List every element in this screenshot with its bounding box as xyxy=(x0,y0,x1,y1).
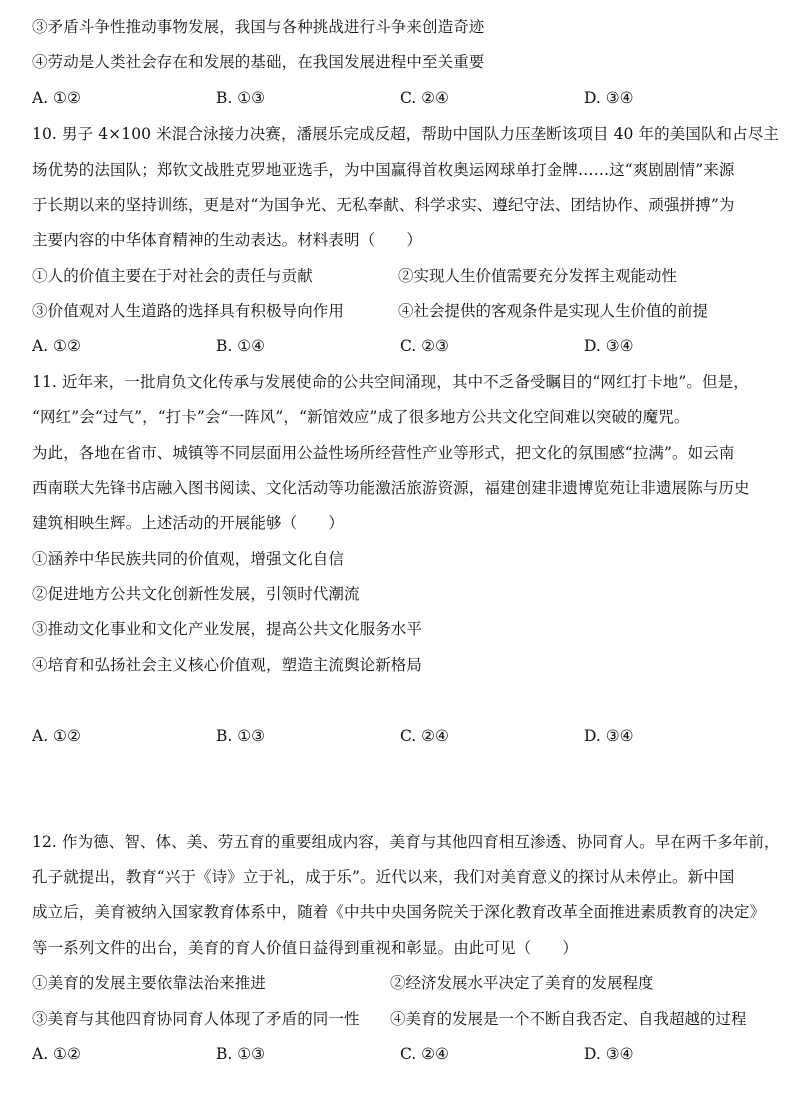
q10-stem-line-2: 场优势的法国队；郑钦文战胜克罗地亚选手，为中国赢得首枚奥运网球单打金牌……这“爽剧剧情”来源 xyxy=(32,161,735,179)
q11-statement-2: ②促进地方公共文化创新性发展，引领时代潮流 xyxy=(32,585,360,603)
q12-option-c: C. ②④ xyxy=(400,1045,449,1063)
q11-stem-line-5: 建筑相映生辉。上述活动的开展能够（ ） xyxy=(32,514,345,532)
prev-option-d: D. ③④ xyxy=(584,89,634,107)
prev-option-c: C. ②④ xyxy=(400,89,449,107)
q12-stem-line-2: 孔子就提出，教育“兴于《诗》立于礼，成于乐”。近代以来，我们对美育意义的探讨从未停止。新中国 xyxy=(32,868,735,886)
q11-stem-line-2: “网红”会“过气”，“打卡”会“一阵风”，“新馆效应”成了很多地方公共文化空间难以突破的魔咒。 xyxy=(32,408,690,426)
q10-stem-line-4: 主要内容的中华体育精神的生动表达。材料表明（ ） xyxy=(32,231,423,249)
q11-stem-line-3: 为此，各地在省市、城镇等不同层面用公益性场所经营性产业等形式，把文化的氛围感“拉满”。如云南 xyxy=(32,444,735,462)
q10-statement-2: ②实现人生价值需要充分发挥主观能动性 xyxy=(398,267,678,285)
q11-statement-3: ③推动文化事业和文化产业发展，提高公共文化服务水平 xyxy=(32,620,423,638)
q12-option-a: A. ①② xyxy=(32,1045,81,1063)
q10-option-d: D. ③④ xyxy=(584,337,634,355)
q11-stem-line-4: 西南联大先锋书店融入图书阅读、文化活动等功能激活旅游资源，福建创建非遗博览苑让非遗展陈与历史 xyxy=(32,479,750,497)
q12-statement-1: ①美育的发展主要依靠法治来推进 xyxy=(32,974,267,992)
prev-option-a: A. ①② xyxy=(32,89,81,107)
prev-option-b: B. ①③ xyxy=(216,89,266,107)
q11-option-c: C. ②④ xyxy=(400,727,449,745)
q11-statement-4: ④培育和弘扬社会主义核心价值观，塑造主流舆论新格局 xyxy=(32,656,423,674)
q10-stem-line-1: 10. 男子 4×100 米混合泳接力决赛，潘展乐完成反超，帮助中国队力压垄断该项目 40 年的美国队和占尽主 xyxy=(32,125,779,143)
q10-option-b: B. ①④ xyxy=(216,337,266,355)
q12-option-b: B. ①③ xyxy=(216,1045,266,1063)
q10-statement-1: ①人的价值主要在于对社会的责任与贡献 xyxy=(32,267,313,285)
q12-statement-4: ④美育的发展是一个不断自我否定、自我超越的过程 xyxy=(390,1010,747,1028)
q12-stem-line-3: 成立后，美育被纳入国家教育体系中，随着《中共中央国务院关于深化教育改革全面推进素质教育的决定》 xyxy=(32,903,766,921)
q11-option-b: B. ①③ xyxy=(216,727,266,745)
q10-statement-3: ③价值观对人生道路的选择具有积极导向作用 xyxy=(32,302,345,320)
q12-option-d: D. ③④ xyxy=(584,1045,634,1063)
q10-statement-4: ④社会提供的客观条件是实现人生价值的前提 xyxy=(398,302,709,320)
q12-statement-2: ②经济发展水平决定了美育的发展程度 xyxy=(390,974,654,992)
q11-stem-line-1: 11. 近年来，一批肩负文化传承与发展使命的公共空间涌现，其中不乏备受瞩目的“网红打卡地”。但是， xyxy=(32,373,749,391)
q10-option-c: C. ②③ xyxy=(400,337,449,355)
prev-statement-3: ③矛盾斗争性推动事物发展，我国与各种挑战进行斗争来创造奇迹 xyxy=(32,18,485,36)
q12-stem-line-1: 12. 作为德、智、体、美、劳五育的重要组成内容，美育与其他四育相互渗透、协同育人。早在两千多年前， xyxy=(32,833,780,851)
q10-option-a: A. ①② xyxy=(32,337,81,355)
q11-option-d: D. ③④ xyxy=(584,727,634,745)
q12-stem-line-4: 等一系列文件的出台，美育的育人价值日益得到重视和彰显。由此可见（ ） xyxy=(32,939,579,957)
q12-statement-3: ③美育与其他四育协同育人体现了矛盾的同一性 xyxy=(32,1010,360,1028)
q11-option-a: A. ①② xyxy=(32,727,81,745)
prev-statement-4: ④劳动是人类社会存在和发展的基础，在我国发展进程中至关重要 xyxy=(32,53,485,71)
q11-statement-1: ①涵养中华民族共同的价值观，增强文化自信 xyxy=(32,550,345,568)
q10-stem-line-3: 于长期以来的坚持训练，更是对“为国争光、无私奉献、科学求实、遵纪守法、团结协作、顽强拼搏”为 xyxy=(32,196,735,214)
